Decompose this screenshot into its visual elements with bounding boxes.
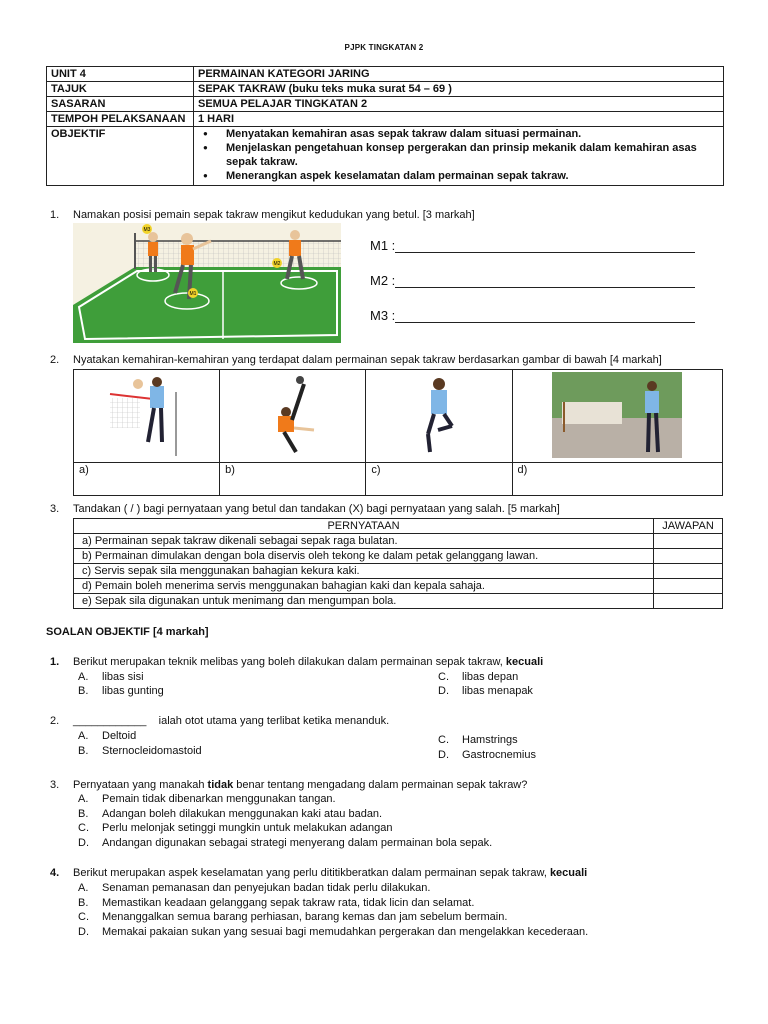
oq4-text: Berikut merupakan aspek keselamatan yang perlu dititikberatkan dalam permainan sepak takraw, kecuali — [73, 867, 588, 879]
info-row — [47, 82, 724, 97]
answer-line-m2[interactable] — [370, 273, 695, 288]
skill-answer-c[interactable]: c) — [366, 463, 512, 496]
q1-number: 1. — [50, 209, 60, 221]
oq3-text: Pernyataan yang manakah tidak benar tentang mengadang dalam permainan sepak takraw? — [73, 779, 528, 791]
q3-number: 3. — [50, 503, 60, 515]
court-illustration — [73, 223, 341, 343]
answer-cell[interactable] — [654, 594, 723, 609]
oq1-text: Berikut merupakan teknik melibas yang boleh dilakukan dalam permainan sepak takraw, kecuali — [73, 656, 544, 668]
skill-illustration — [102, 372, 192, 458]
svg-text:M1: M1 — [189, 291, 197, 297]
answer-blank[interactable] — [395, 240, 695, 253]
answer-label: M3 : — [370, 308, 396, 323]
objective-item: ● Menyatakan kemahiran asas sepak takraw dalam situasi permainan. — [198, 127, 719, 141]
oq2-text: ____________ ialah otot utama yang terlibat ketika menanduk. — [73, 715, 390, 727]
oq4-number: 4. — [50, 867, 60, 879]
answer-blank[interactable] — [395, 275, 695, 288]
info-value: SEPAK TAKRAW (buku teks muka surat 54 – 69 ) — [194, 82, 724, 97]
oq1-number: 1. — [50, 656, 60, 668]
info-key: UNIT 4 — [47, 67, 194, 82]
col-answer: JAWAPAN — [654, 519, 723, 534]
answer-line-m3[interactable] — [370, 308, 695, 323]
answer-cell[interactable] — [654, 564, 723, 579]
skill-image-d — [512, 370, 722, 463]
skills-table — [73, 369, 723, 496]
skill-illustration — [552, 372, 682, 458]
info-key: SASARAN — [47, 97, 194, 112]
info-objectives — [194, 127, 724, 186]
q3-text: Tandakan ( / ) bagi pernyataan yang betul dan tandakan (X) bagi pernyataan yang salah. [5 markah] — [73, 503, 560, 515]
statement-text: c) Servis sepak sila menggunakan bahagian kekura kaki. — [74, 564, 654, 579]
skill-answer-d[interactable]: d) — [512, 463, 722, 496]
option-d[interactable]: D. libas menapak — [438, 685, 533, 697]
answer-blank[interactable] — [395, 310, 695, 323]
svg-text:M2: M2 — [273, 261, 281, 267]
objective-list — [198, 127, 719, 185]
statement-text: b) Permainan dimulakan dengan bola diservis oleh tekong ke dalam petak gelanggang lawan. — [74, 549, 654, 564]
info-value: PERMAINAN KATEGORI JARING — [194, 67, 724, 82]
answer-line-m1[interactable] — [370, 238, 695, 253]
option-a[interactable]: A. libas sisi — [78, 671, 144, 683]
table-row — [74, 534, 723, 549]
table-row — [74, 564, 723, 579]
info-key: OBJEKTIF — [47, 127, 194, 186]
answer-cell[interactable] — [654, 534, 723, 549]
option-b[interactable]: B. Memastikan keadaan gelanggang sepak takraw rata, tidak licin dan selamat. — [78, 897, 475, 909]
option-b[interactable]: B. Sternocleidomastoid — [78, 745, 202, 757]
option-b[interactable]: B. libas gunting — [78, 685, 164, 697]
statement-table — [73, 518, 723, 609]
option-c[interactable]: C. Menanggalkan semua barang perhiasan, barang kemas dan jam sebelum bermain. — [78, 911, 508, 923]
skill-illustration — [394, 372, 484, 458]
option-b[interactable]: B. Adangan boleh dilakukan menggunakan kaki atau badan. — [78, 808, 383, 820]
skill-image-a — [74, 370, 220, 463]
court-label-m3 — [142, 224, 152, 234]
objective-heading: SOALAN OBJEKTIF [4 markah] — [46, 626, 209, 638]
info-table — [46, 66, 724, 186]
statement-text: e) Sepak sila digunakan untuk menimang dan mengumpan bola. — [74, 594, 654, 609]
option-a[interactable]: A. Deltoid — [78, 730, 137, 742]
oq3-number: 3. — [50, 779, 60, 791]
objective-item: ● Menerangkan aspek keselamatan dalam permainan sepak takraw. — [198, 169, 719, 183]
oq2-number: 2. — [50, 715, 60, 727]
option-d[interactable]: D. Gastrocnemius — [438, 749, 536, 761]
table-row — [74, 549, 723, 564]
answer-label: M2 : — [370, 273, 396, 288]
skill-image-c — [366, 370, 512, 463]
info-row-objectives — [47, 127, 724, 186]
answer-label: M1 : — [370, 238, 396, 253]
statement-text: d) Pemain boleh menerima servis menggunakan bahagian kaki dan kepala sahaja. — [74, 579, 654, 594]
info-row — [47, 67, 724, 82]
answer-cell[interactable] — [654, 549, 723, 564]
objective-item: ● Menjelaskan pengetahuan konsep pergerakan dan prinsip mekanik dalam kemahiran asas sepak takraw. — [198, 141, 719, 169]
option-a[interactable]: A. Senaman pemanasan dan penyejukan badan tidak perlu dilakukan. — [78, 882, 431, 894]
option-a[interactable]: A. Pemain tidak dibenarkan menggunakan tangan. — [78, 793, 336, 805]
skill-image-b — [220, 370, 366, 463]
svg-text:M3: M3 — [143, 227, 151, 233]
statement-text: a) Permainan sepak takraw dikenali sebagai sepak raga bulatan. — [74, 534, 654, 549]
col-statement: PERNYATAAN — [74, 519, 654, 534]
option-c[interactable]: C. Perlu melonjak setinggi mungkin untuk melakukan adangan — [78, 822, 393, 834]
table-row — [74, 594, 723, 609]
info-row — [47, 112, 724, 127]
info-value: 1 HARI — [194, 112, 724, 127]
net — [135, 241, 341, 267]
court-image — [73, 223, 341, 343]
info-value: SEMUA PELAJAR TINGKATAN 2 — [194, 97, 724, 112]
page-title: PJPK TINGKATAN 2 — [344, 43, 424, 52]
option-c[interactable]: C. libas depan — [438, 671, 519, 683]
info-key: TAJUK — [47, 82, 194, 97]
q2-text: Nyatakan kemahiran-kemahiran yang terdapat dalam permainan sepak takraw berdasarkan gambar di bawah [4 markah] — [73, 354, 662, 366]
info-key: TEMPOH PELAKSANAAN — [47, 112, 194, 127]
table-row — [74, 579, 723, 594]
q2-number: 2. — [50, 354, 60, 366]
option-d[interactable]: D. Andangan digunakan sebagai strategi menyerang dalam permainan bola sepak. — [78, 837, 493, 849]
info-row — [47, 97, 724, 112]
court-label-m2 — [272, 258, 282, 268]
answer-cell[interactable] — [654, 579, 723, 594]
q1-text: Namakan posisi pemain sepak takraw mengikut kedudukan yang betul. [3 markah] — [73, 209, 475, 221]
skill-answer-a[interactable]: a) — [74, 463, 220, 496]
skill-illustration — [248, 372, 338, 458]
option-c[interactable]: C. Hamstrings — [438, 734, 518, 746]
option-d[interactable]: D. Memakai pakaian sukan yang sesuai bagi memudahkan pergerakan dan mengelakkan kecederaan. — [78, 926, 589, 938]
court-label-m1 — [188, 288, 198, 298]
skill-answer-b[interactable]: b) — [220, 463, 366, 496]
